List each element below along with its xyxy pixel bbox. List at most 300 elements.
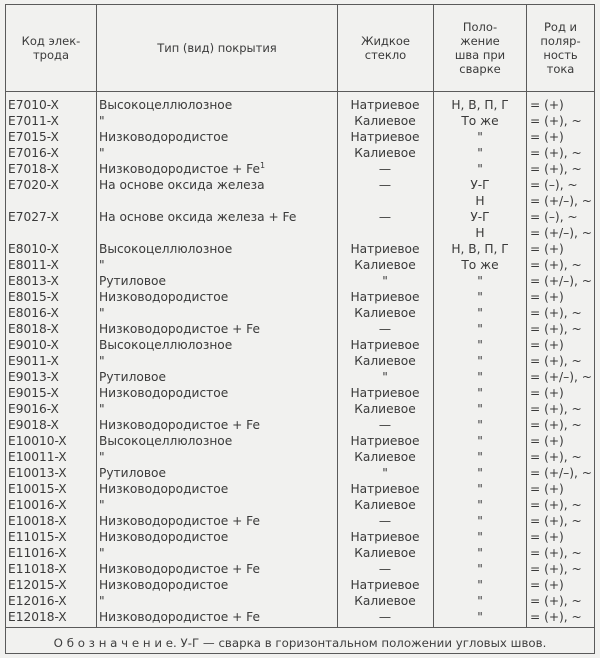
current-cell [529, 161, 596, 177]
glass-cell-text: Натриевое [350, 242, 420, 256]
code-cell-text: E7015-X [8, 130, 59, 144]
glass-cell-text: " [382, 466, 388, 480]
glass-cell-text: Натриевое [350, 98, 420, 112]
current-cell-text: = (+), ~ [530, 354, 582, 368]
code-cell-text: E10018-X [8, 514, 67, 528]
current-cell-text: = (–), ~ [530, 178, 578, 192]
current-cell-text: = (+/–), ~ [530, 226, 592, 240]
position-cell-text: " [477, 434, 483, 448]
position-cell-text: " [477, 290, 483, 304]
current-cell [529, 593, 596, 609]
position-cell-text: " [477, 130, 483, 144]
position-cell [436, 481, 524, 497]
current-cell-text: = (+) [530, 530, 564, 544]
glass-cell-text: — [378, 610, 392, 624]
current-cell [529, 545, 596, 561]
code-cell-text: E12015-X [8, 578, 67, 592]
coating-cell-text: На основе оксида железа + Fe [99, 210, 297, 224]
position-cell [436, 273, 524, 289]
current-cell-text: = (+), ~ [530, 322, 582, 336]
position-cell [436, 353, 524, 369]
glass-cell [338, 545, 432, 561]
code-cell [8, 529, 95, 545]
current-cell [529, 417, 596, 433]
position-cell [436, 241, 524, 257]
current-cell-text: = (+) [530, 578, 564, 592]
glass-cell [338, 257, 432, 273]
glass-cell [338, 609, 432, 625]
code-cell-text: E8015-X [8, 290, 59, 304]
position-cell [436, 97, 524, 113]
position-cell-text: У-Г [470, 178, 490, 192]
current-cell [529, 289, 596, 305]
position-cell-text: " [477, 274, 483, 288]
code-cell [8, 145, 95, 161]
position-cell [436, 465, 524, 481]
table-row [6, 145, 594, 161]
position-cell [436, 289, 524, 305]
code-cell [8, 177, 95, 193]
position-cell-text: Н [475, 226, 485, 240]
position-cell [436, 577, 524, 593]
footnote-marker: 1 [260, 161, 266, 170]
code-cell [8, 209, 95, 225]
table-row [6, 529, 594, 545]
glass-cell [338, 513, 432, 529]
table-row [6, 353, 594, 369]
glass-cell-text: Натриевое [350, 130, 420, 144]
coating-cell [99, 481, 339, 497]
glass-cell-text: — [378, 178, 392, 192]
position-cell-text: " [477, 466, 483, 480]
header-glass-text: Жидкое стекло [361, 34, 410, 62]
code-cell-text: E8018-X [8, 322, 59, 336]
current-cell-text: = (+), ~ [530, 450, 582, 464]
current-cell [529, 241, 596, 257]
current-cell [529, 369, 596, 385]
glass-cell-text: Калиевое [354, 498, 416, 512]
header-coating [97, 5, 337, 91]
current-cell [529, 433, 596, 449]
glass-cell [338, 449, 432, 465]
current-cell-text: = (+) [530, 434, 564, 448]
position-cell-text: " [477, 562, 483, 576]
glass-cell [338, 401, 432, 417]
coating-cell-text: Высокоцеллюлозное [99, 338, 233, 352]
position-cell [436, 369, 524, 385]
table-row [6, 273, 594, 289]
coating-cell-text: Низководородистое [99, 530, 229, 544]
coating-cell-text: Высокоцеллюлозное [99, 434, 233, 448]
glass-cell [338, 593, 432, 609]
current-cell [529, 209, 596, 225]
code-cell-text: E10015-X [8, 482, 67, 496]
code-cell-text: E9010-X [8, 338, 59, 352]
code-cell [8, 481, 95, 497]
code-cell-text: E9013-X [8, 370, 59, 384]
current-cell [529, 353, 596, 369]
coating-cell-text: " [99, 402, 105, 416]
position-cell-text: " [477, 418, 483, 432]
current-cell [529, 273, 596, 289]
coating-cell-text: Высокоцеллюлозное [99, 242, 233, 256]
current-cell-text: = (+/–), ~ [530, 466, 592, 480]
position-cell-text: " [477, 162, 483, 176]
position-cell-text: " [477, 306, 483, 320]
coating-cell [99, 145, 339, 161]
code-cell-text: E7010-X [8, 98, 59, 112]
position-cell [436, 161, 524, 177]
code-cell-text: E8011-X [8, 258, 59, 272]
table-row [6, 481, 594, 497]
current-cell [529, 321, 596, 337]
code-cell [8, 369, 95, 385]
code-cell [8, 433, 95, 449]
position-cell [436, 417, 524, 433]
glass-cell-text: Натриевое [350, 338, 420, 352]
header-glass [338, 5, 433, 91]
position-cell [436, 433, 524, 449]
coating-cell [99, 305, 339, 321]
code-cell [8, 609, 95, 625]
table-row [6, 321, 594, 337]
header-code-text: Код элек- трода [21, 34, 81, 62]
glass-cell [338, 113, 432, 129]
coating-cell-text: " [99, 306, 105, 320]
code-cell [8, 257, 95, 273]
current-cell-text: = (+/–), ~ [530, 194, 592, 208]
table-row [6, 193, 594, 209]
position-cell-text: " [477, 514, 483, 528]
table-body [6, 97, 594, 625]
coating-cell-text: Рутиловое [99, 466, 166, 480]
coating-cell-text: На основе оксида железа [99, 178, 265, 192]
current-cell [529, 385, 596, 401]
current-cell [529, 145, 596, 161]
coating-cell [99, 241, 339, 257]
coating-cell-text: Низководородистое + Fe [99, 514, 261, 528]
glass-cell [338, 577, 432, 593]
coating-cell-text: Низководородистое [99, 130, 229, 144]
code-cell-text: E9016-X [8, 402, 59, 416]
current-cell [529, 609, 596, 625]
coating-cell [99, 321, 339, 337]
current-cell [529, 449, 596, 465]
position-cell [436, 401, 524, 417]
coating-cell-text: Низководородистое + Fe [99, 322, 261, 336]
coating-cell [99, 289, 339, 305]
glass-cell-text: Натриевое [350, 290, 420, 304]
current-cell-text: = (+) [530, 242, 564, 256]
table-row [6, 449, 594, 465]
position-cell-text: " [477, 338, 483, 352]
table-row [6, 433, 594, 449]
current-cell [529, 561, 596, 577]
table-row [6, 401, 594, 417]
position-cell-text: " [477, 354, 483, 368]
code-cell [8, 273, 95, 289]
current-cell-text: = (+) [530, 130, 564, 144]
current-cell-text: = (+), ~ [530, 162, 582, 176]
glass-cell [338, 177, 432, 193]
coating-cell [99, 465, 339, 481]
coating-cell [99, 545, 339, 561]
code-cell-text: E11016-X [8, 546, 67, 560]
glass-cell [338, 433, 432, 449]
position-cell-text: Н, В, П, Г [451, 98, 509, 112]
position-cell-text: " [477, 546, 483, 560]
position-cell-text: " [477, 322, 483, 336]
position-cell-text: " [477, 610, 483, 624]
current-cell-text: = (+) [530, 290, 564, 304]
table-row [6, 385, 594, 401]
current-cell [529, 113, 596, 129]
current-cell-text: = (+), ~ [530, 402, 582, 416]
current-cell [529, 497, 596, 513]
glass-cell-text: Калиевое [354, 146, 416, 160]
current-cell [529, 193, 596, 209]
current-cell-text: = (+/–), ~ [530, 274, 592, 288]
coating-cell-text: " [99, 546, 105, 560]
code-cell [8, 577, 95, 593]
code-cell-text: E7011-X [8, 114, 59, 128]
coating-cell [99, 129, 339, 145]
code-cell [8, 305, 95, 321]
table-row [6, 241, 594, 257]
coating-cell [99, 497, 339, 513]
current-cell [529, 305, 596, 321]
position-cell-text: " [477, 498, 483, 512]
position-cell-text: Н [475, 194, 485, 208]
header-current-text: Род и поляр- ность тока [540, 20, 581, 76]
glass-cell [338, 321, 432, 337]
position-cell [436, 129, 524, 145]
coating-cell [99, 577, 339, 593]
glass-cell [338, 161, 432, 177]
table-row [6, 177, 594, 193]
current-cell-text: = (+) [530, 98, 564, 112]
position-cell [436, 321, 524, 337]
code-cell-text: E10013-X [8, 466, 67, 480]
current-cell-text: = (+), ~ [530, 610, 582, 624]
code-cell [8, 497, 95, 513]
glass-cell [338, 417, 432, 433]
header-position [434, 5, 526, 91]
coating-cell-text: " [99, 114, 105, 128]
current-cell-text: = (+), ~ [530, 146, 582, 160]
code-cell-text: E10011-X [8, 450, 67, 464]
code-cell [8, 97, 95, 113]
coating-cell-text: " [99, 594, 105, 608]
coating-cell [99, 385, 339, 401]
position-cell [436, 449, 524, 465]
glass-cell-text: Калиевое [354, 450, 416, 464]
code-cell [8, 465, 95, 481]
coating-cell-text: " [99, 258, 105, 272]
table-row [6, 305, 594, 321]
coating-cell [99, 177, 339, 193]
coating-cell-text: Низководородистое [99, 482, 229, 496]
coating-cell-text: Низководородистое + Fe [99, 610, 261, 624]
table-row [6, 113, 594, 129]
glass-cell-text: — [378, 562, 392, 576]
glass-cell-text: Натриевое [350, 482, 420, 496]
coating-cell [99, 401, 339, 417]
current-cell-text: = (+), ~ [530, 418, 582, 432]
coating-cell-text: " [99, 354, 105, 368]
position-cell-text: " [477, 386, 483, 400]
current-cell-text: = (+), ~ [530, 306, 582, 320]
position-cell-text: " [477, 530, 483, 544]
glass-cell-text: Натриевое [350, 530, 420, 544]
coating-cell [99, 113, 339, 129]
current-cell [529, 465, 596, 481]
current-cell [529, 257, 596, 273]
code-cell [8, 289, 95, 305]
code-cell [8, 321, 95, 337]
coating-cell [99, 209, 339, 225]
header-coating-text: Тип (вид) покрытия [157, 41, 277, 55]
code-cell [8, 385, 95, 401]
current-cell [529, 337, 596, 353]
current-cell-text: = (+) [530, 482, 564, 496]
glass-cell-text: Натриевое [350, 386, 420, 400]
current-cell-text: = (+), ~ [530, 562, 582, 576]
glass-cell-text: " [382, 274, 388, 288]
position-cell [436, 257, 524, 273]
electrode-table [5, 4, 595, 654]
position-cell [436, 209, 524, 225]
code-cell [8, 353, 95, 369]
coating-cell-text: " [99, 146, 105, 160]
position-cell [436, 385, 524, 401]
current-cell-text: = (+), ~ [530, 514, 582, 528]
glass-cell-text: — [378, 210, 392, 224]
current-cell [529, 177, 596, 193]
code-cell-text: E7016-X [8, 146, 59, 160]
coating-cell-text: Рутиловое [99, 370, 166, 384]
coating-cell [99, 609, 339, 625]
current-cell [529, 577, 596, 593]
glass-cell [338, 465, 432, 481]
position-cell [436, 529, 524, 545]
note-divider [6, 627, 594, 628]
position-cell [436, 545, 524, 561]
coating-cell-text: Низководородистое + Fe [99, 418, 261, 432]
code-cell [8, 161, 95, 177]
glass-cell-text: Натриевое [350, 578, 420, 592]
table-row [6, 561, 594, 577]
glass-cell [338, 481, 432, 497]
coating-cell-text: " [99, 450, 105, 464]
position-cell-text: То же [461, 114, 499, 128]
code-cell-text: E8013-X [8, 274, 59, 288]
current-cell-text: = (+), ~ [530, 114, 582, 128]
coating-cell [99, 417, 339, 433]
coating-cell-text: Низководородистое + Fe [99, 162, 261, 176]
coating-cell [99, 353, 339, 369]
coating-cell [99, 161, 339, 177]
current-cell [529, 97, 596, 113]
glass-cell [338, 289, 432, 305]
code-cell [8, 129, 95, 145]
current-cell-text: = (+) [530, 386, 564, 400]
position-cell-text: " [477, 146, 483, 160]
glass-cell [338, 273, 432, 289]
glass-cell-text: Калиевое [354, 402, 416, 416]
code-cell-text: E7020-X [8, 178, 59, 192]
glass-cell-text: Калиевое [354, 306, 416, 320]
code-cell-text: E7027-X [8, 210, 59, 224]
position-cell-text: Н, В, П, Г [451, 242, 509, 256]
glass-cell-text: " [382, 370, 388, 384]
code-cell [8, 113, 95, 129]
glass-cell [338, 97, 432, 113]
glass-cell [338, 241, 432, 257]
coating-cell-text: Низководородистое [99, 578, 229, 592]
table-row [6, 209, 594, 225]
coating-cell-text: Рутиловое [99, 274, 166, 288]
coating-cell [99, 369, 339, 385]
glass-cell [338, 561, 432, 577]
code-cell-text: E9011-X [8, 354, 59, 368]
glass-cell-text: Калиевое [354, 594, 416, 608]
code-cell [8, 545, 95, 561]
current-cell-text: = (+), ~ [530, 594, 582, 608]
position-cell [436, 193, 524, 209]
position-cell [436, 113, 524, 129]
code-cell-text: E9015-X [8, 386, 59, 400]
coating-cell [99, 337, 339, 353]
code-cell [8, 401, 95, 417]
coating-cell [99, 97, 339, 113]
current-cell-text: = (+), ~ [530, 258, 582, 272]
glass-cell-text: Калиевое [354, 354, 416, 368]
table-row [6, 129, 594, 145]
current-cell [529, 481, 596, 497]
table-row [6, 497, 594, 513]
position-cell-text: " [477, 594, 483, 608]
code-cell-text: E8010-X [8, 242, 59, 256]
header-code [6, 5, 96, 91]
position-cell-text: У-Г [470, 210, 490, 224]
coating-cell [99, 561, 339, 577]
glass-cell [338, 305, 432, 321]
current-cell [529, 129, 596, 145]
glass-cell [338, 497, 432, 513]
glass-cell-text: — [378, 514, 392, 528]
current-cell [529, 529, 596, 545]
current-cell [529, 401, 596, 417]
header-divider [6, 91, 594, 92]
current-cell-text: = (+), ~ [530, 546, 582, 560]
position-cell-text: " [477, 370, 483, 384]
code-cell-text: E9018-X [8, 418, 59, 432]
glass-cell [338, 209, 432, 225]
position-cell-text: " [477, 450, 483, 464]
table-row [6, 513, 594, 529]
position-cell [436, 305, 524, 321]
position-cell [436, 593, 524, 609]
coating-cell [99, 273, 339, 289]
position-cell [436, 561, 524, 577]
coating-cell [99, 433, 339, 449]
glass-cell-text: Натриевое [350, 434, 420, 448]
table-row [6, 289, 594, 305]
code-cell-text: E12018-X [8, 610, 67, 624]
coating-cell-text: " [99, 498, 105, 512]
table-row [6, 545, 594, 561]
